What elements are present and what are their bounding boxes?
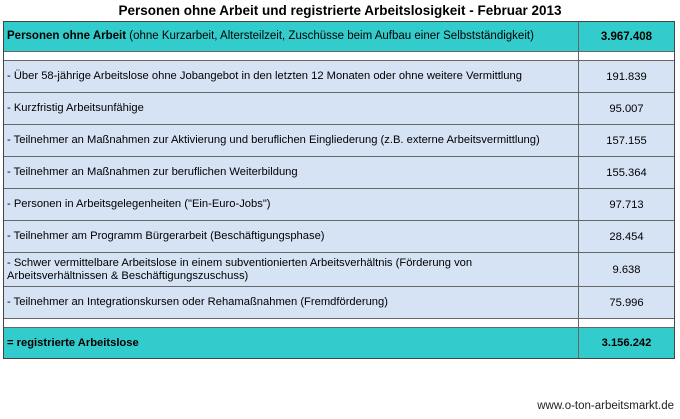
row-label: - Über 58-jährige Arbeitslose ohne Jobangebot in den letzten 12 Monaten oder ohne weitere Vermittlung [4,61,579,92]
table-row-header [4,22,674,52]
table-row [4,157,674,189]
spacer-cell [4,52,579,60]
footer-label: = registrierte Arbeitslose [4,328,579,358]
row-value: 95.007 [609,102,644,115]
spacer-cell [579,52,674,60]
row-value: 155.364 [606,166,647,179]
row-label: - Kurzfristig Arbeitsunfähige [4,93,579,124]
row-label: - Schwer vermittelbare Arbeitslose in einem subventionierten Arbeitsverhältnis (Förderung von Arbeitsverhältnissen & Beschäftigungszuschuss) [4,253,579,286]
table-row [4,125,674,157]
row-value: 75.996 [609,296,644,309]
header-label-bold: Personen ohne Arbeit [7,30,127,42]
table-row [4,253,674,287]
row-label: - Teilnehmer an Integrationskursen oder Rehamaßnahmen (Fremdförderung) [4,287,579,318]
header-value: 3.967.408 [600,30,653,43]
table-row-footer [4,328,674,358]
header-label-rest: (ohne Kurzarbeit, Altersteilzeit, Zuschüsse beim Aufbau einer Selbstständigkeit) [126,30,534,42]
row-value: 97.713 [609,198,644,211]
table-row [4,287,674,319]
table-row [4,189,674,221]
row-value: 157.155 [606,134,647,147]
page-title: Personen ohne Arbeit und registrierte Arbeitslosigkeit - Februar 2013 [118,3,562,18]
spacer-row [4,319,674,328]
header-label [4,22,579,51]
row-value: 191.839 [606,70,647,83]
table-row [4,93,674,125]
footer-value: 3.156.242 [601,337,652,349]
row-label: - Personen in Arbeitsgelegenheiten ("Ein-Euro-Jobs") [4,189,579,220]
spacer-cell [4,319,579,327]
row-label: - Teilnehmer am Programm Bürgerarbeit (Beschäftigungsphase) [4,221,579,252]
row-label: - Teilnehmer an Maßnahmen zur beruflichen Weiterbildung [4,157,579,188]
table-row [4,221,674,253]
spacer-cell [579,319,674,327]
row-label: - Teilnehmer an Maßnahmen zur Aktivierung und beruflichen Eingliederung (z.B. externe Arbeitsvermittlung) [4,125,579,156]
source-link[interactable]: www.o-ton-arbeitsmarkt.de [537,400,674,412]
table-row [4,61,674,93]
row-value: 28.454 [609,230,644,243]
spacer-row [4,52,674,61]
row-value: 9.638 [612,263,641,276]
data-table [3,21,675,359]
